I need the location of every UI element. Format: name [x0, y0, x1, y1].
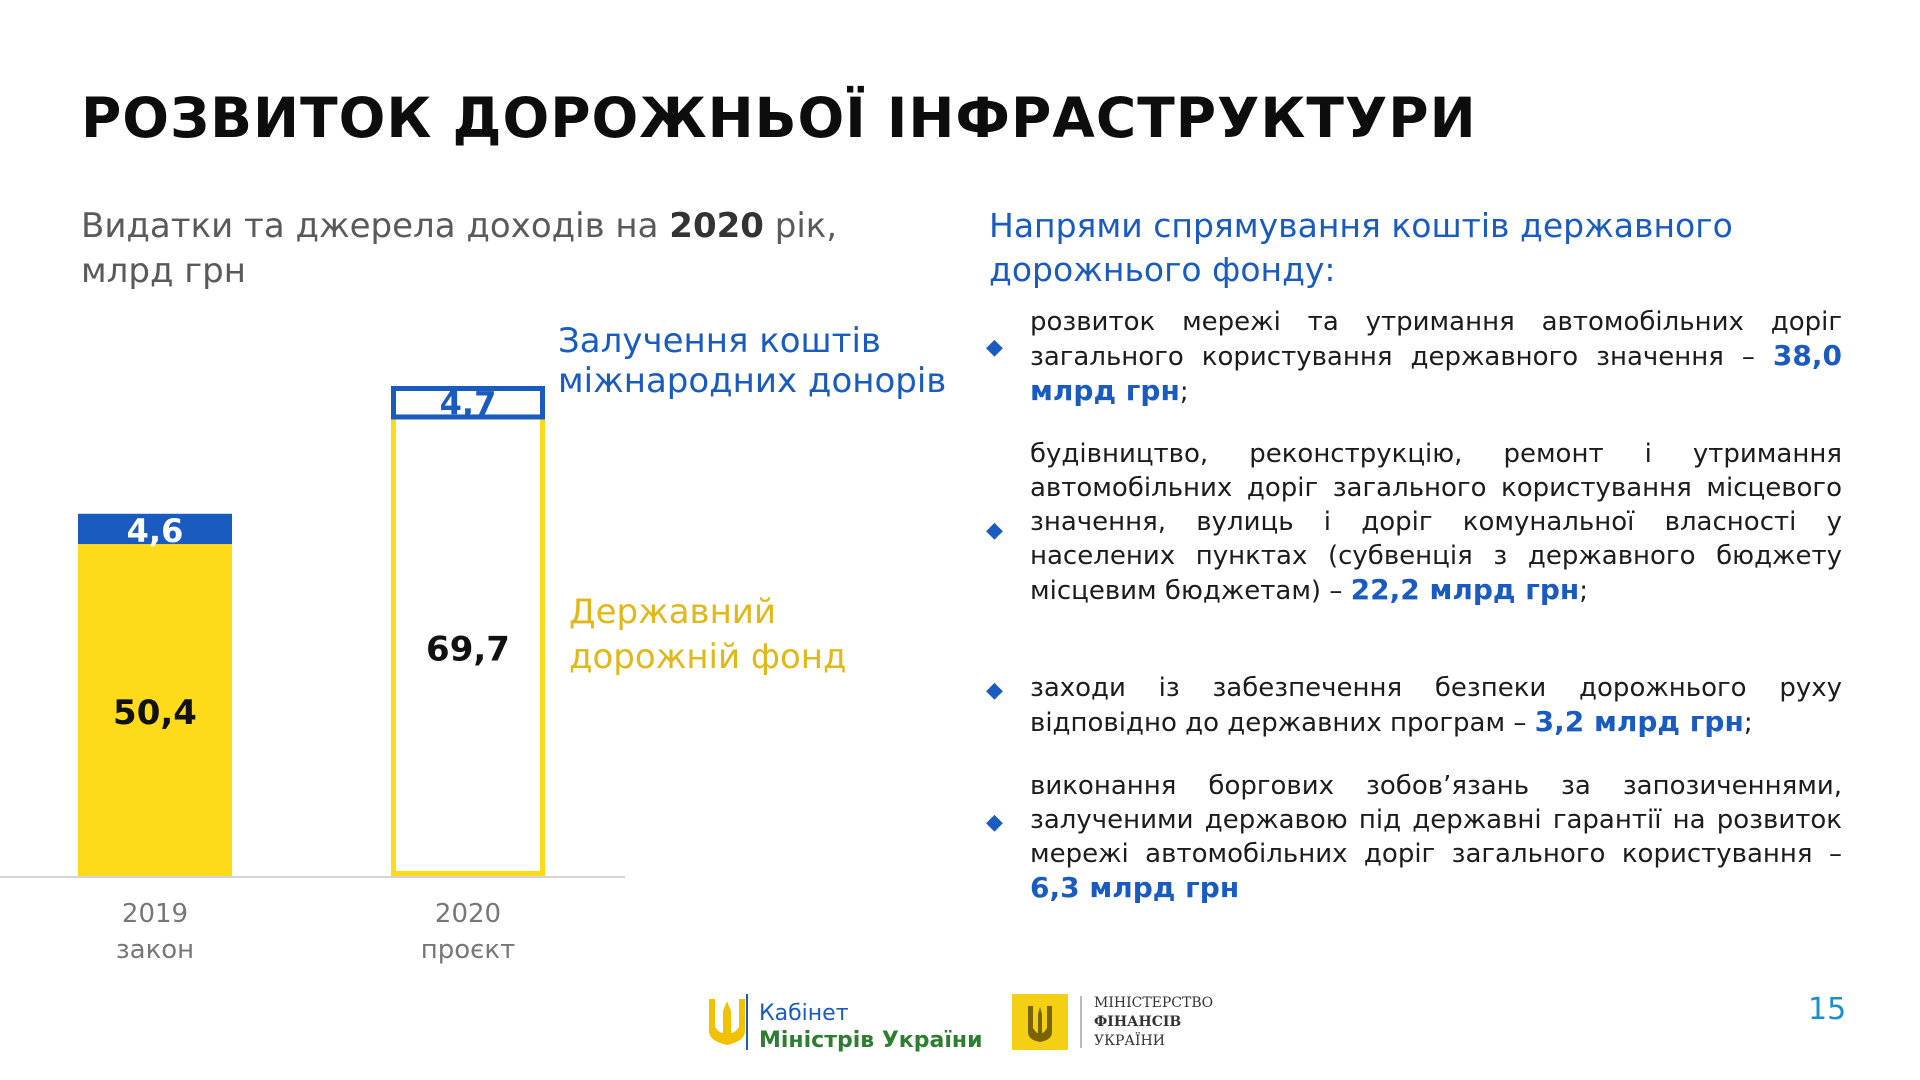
mf-line2: ФІНАНСІВ [1094, 1014, 1182, 1030]
direction-amount: 22,2 млрд грн [1350, 573, 1580, 606]
x-tick-label-type: закон [115, 935, 195, 965]
chart-title-year: 2020 [669, 206, 764, 246]
bar-value-fund: 50,4 [113, 693, 197, 734]
direction-end: ; [1579, 576, 1589, 606]
mf-line1: МІНІСТЕРСТВО [1094, 995, 1214, 1011]
chart-title-suffix: рік, [763, 206, 838, 246]
kmu-logo-text [759, 1000, 982, 1054]
bar-value-fund: 69,7 [426, 629, 510, 670]
kmu-divider [746, 994, 748, 1050]
page-title: РОЗВИТОК ДОРОЖНЬОЇ ІНФРАСТРУКТУРИ [81, 86, 1477, 150]
direction-text: будівництво, реконструкцію, ремонт і утримання автомобільних доріг загального користування місцевого значення, вулиць і доріг комунальної власності у населених пунктах (субвенція з державного бюджету місцевим бюджетам) – [1030, 439, 1842, 606]
legend-fund: Державний дорожній фонд [569, 592, 847, 677]
direction-item [1030, 671, 1842, 740]
mf-line3: УКРАЇНИ [1094, 1033, 1165, 1049]
mf-divider [1080, 996, 1082, 1048]
chart-title-prefix: Видатки та джерела доходів на [81, 206, 670, 246]
direction-text: виконання боргових зобов’язань за запозиченнями, залученими державою під державні гарантії на розвиток мережі автомобільних доріг загального користування – [1030, 771, 1842, 869]
direction-amount: 38,0 млрд грн [1030, 339, 1842, 407]
mf-logo-text [1094, 994, 1213, 1051]
direction-amount: 6,3 млрд грн [1030, 871, 1240, 904]
legend-donors: Залучення коштів міжнародних донорів [558, 321, 947, 401]
direction-item [1030, 769, 1842, 906]
diamond-bullet-icon: ◆ [986, 810, 1003, 835]
chart-title-unit: млрд грн [81, 251, 246, 291]
direction-text: розвиток мережі та утримання автомобільних доріг загального користування державного значення – [1030, 307, 1842, 372]
diamond-bullet-icon: ◆ [986, 335, 1003, 360]
bar-value-donors: 4,6 [126, 511, 184, 550]
direction-end: ; [1743, 708, 1753, 738]
bar-value-donors: 4,7 [439, 384, 497, 423]
diamond-bullet-icon: ◆ [986, 518, 1003, 543]
page-number: 15 [1808, 992, 1847, 1027]
kmu-line2: Міністрів України [759, 1028, 983, 1053]
direction-end: ; [1179, 377, 1189, 407]
ministry-finance-emblem-icon [1012, 994, 1068, 1050]
chart-title [81, 204, 921, 294]
kmu-line1: Кабінет [759, 1001, 849, 1026]
bar-chart [0, 300, 640, 980]
direction-amount: 3,2 млрд грн [1534, 705, 1744, 738]
trident-icon [705, 993, 749, 1047]
direction-item [1030, 305, 1842, 409]
x-tick-label-year: 2019 [121, 899, 189, 929]
direction-text: заходи із забезпечення безпеки дорожнього руху відповідно до державних програм – [1030, 673, 1842, 738]
x-tick-label-type: проєкт [420, 935, 516, 965]
x-tick-label-year: 2020 [434, 899, 502, 929]
direction-item [1030, 437, 1842, 608]
directions-title: Напрями спрямування коштів державного дорожнього фонду: [989, 206, 1733, 289]
diamond-bullet-icon: ◆ [986, 678, 1003, 703]
